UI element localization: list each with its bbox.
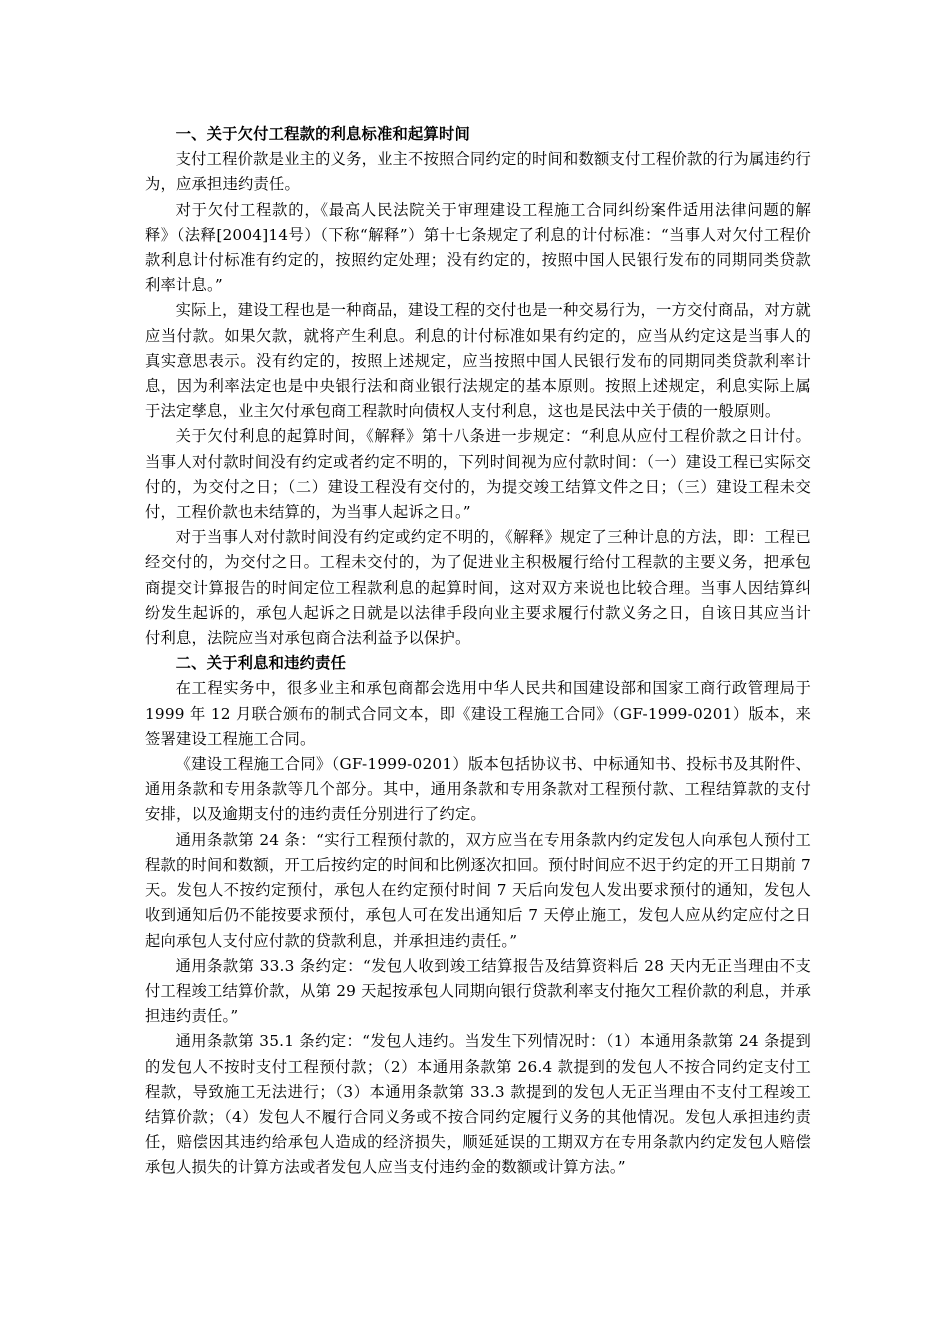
paragraph: 在工程实务中，很多业主和承包商都会选用中华人民共和国建设部和国家工商行政管理局于 1999 年 12 月联合颁布的制式合同文本，即《建设工程施工合同》（GF-1999-0201）版本，来签署建设工程施工合同。 bbox=[145, 679, 811, 748]
paragraph: 关于欠付利息的起算时间，《解释》第十八条进一步规定：“利息从应付工程价款之日计付。当事人对付款时间没有约定或者约定不明的，下列时间视为应付款时间：（一）建设工程已实际交付的，为交付之日；（二）建设工程没有交付的，为提交竣工结算文件之日；（三）建设工程未交付，工程价款也未结算的，为当事人起诉之日。” bbox=[145, 427, 811, 522]
paragraph: 通用条款第 35.1 条约定：“发包人违约。当发生下列情况时：（1）本通用条款第 24 条提到的发包人不按时支付工程预付款；（2）本通用条款第 26.4 款提到的发包人不按合同约定支付工程款，导致施工无法进行；（3）本通用条款第 33.3 款提到的发包人无正当理由不支付工程竣工结算价款；（4）发包人不履行合同义务或不按合同约定履行义务的其他情况。发包人承担违约责任，赔偿因其违约给承包人造成的经济损失，顺延延误的工期双方在专用条款内约定发包人赔偿承包人损失的计算方法或者发包人应当支付违约金的数额或计算方法。” bbox=[145, 1032, 811, 1177]
paragraph: 对于欠付工程款的，《最高人民法院关于审理建设工程施工合同纠纷案件适用法律问题的解释》（法释[2004]14号）（下称“解释”）第十七条规定了利息的计付标准：“当事人对欠付工程价款利息计付标准有约定的，按照约定处理；没有约定的，按照中国人民银行发布的同期同类贷款利率计息。” bbox=[145, 200, 811, 295]
section-heading-2: 二、关于利息和违约责任 bbox=[175, 654, 347, 673]
paragraph: 通用条款第 33.3 条约定：“发包人收到竣工结算报告及结算资料后 28 天内无正当理由不支付工程竣工结算价款，从第 29 天起按承包人同期向银行贷款利率支付拖欠工程价款的利息，并承担违约责任。” bbox=[145, 956, 811, 1026]
paragraph: 实际上，建设工程也是一种商品，建设工程的交付也是一种交易行为，一方交付商品，对方就应当付款。如果欠款，就将产生利息。利息的计付标准如果有约定的，应当从约定这是当事人的真实意思表示。没有约定的，按照上述规定，应当按照中国人民银行发布的同期同类贷款利率计息，因为利率法定也是中央银行法和商业银行法规定的基本原则。按照上述规定，利息实际上属于法定孳息，业主欠付承包商工程款时向债权人支付利息，这也是民法中关于债的一般原则。 bbox=[145, 301, 811, 421]
paragraph: 通用条款第 24 条：“实行工程预付款的，双方应当在专用条款内约定发包人向承包人预付工程款的时间和数额，开工后按约定的时间和比例逐次扣回。预付时间应不迟于约定的开工日期前 7 天。发包人不按约定预付，承包人在约定预付时间 7 天后向发包人发出要求预付的通知，发包人收到通知后仍不能按要求预付，承包人可在发出通知后 7 天停止施工，发包人应从约定应付之日起向承包人支付应付款的贷款利息，并承担违约责任。” bbox=[145, 830, 811, 950]
paragraph: 对于当事人对付款时间没有约定或约定不明的，《解释》规定了三种计息的方法，即：工程已经交付的，为交付之日。工程未交付的，为了促进业主积极履行给付工程款的主要义务，把承包商提交计算报告的时间定位工程款利息的起算时间，这对双方来说也比较合理。当事人因结算纠纷发生起诉的，承包人起诉之日就是以法律手段向业主要求履行付款义务之日，自该日其应当计付利息，法院应当对承包商合法利益予以保护。 bbox=[145, 528, 811, 648]
paragraph: 《建设工程施工合同》（GF-1999-0201）版本包括协议书、中标通知书、投标书及其附件、通用条款和专用条款等几个部分。其中，通用条款和专用条款对工程预付款、工程结算款的支付安排，以及逾期支付的违约责任分别进行了约定。 bbox=[145, 755, 811, 824]
document-body bbox=[145, 122, 811, 1181]
paragraph: 支付工程价款是业主的义务，业主不按照合同约定的时间和数额支付工程价款的行为属违约行为，应承担违约责任。 bbox=[145, 150, 811, 194]
section-heading-1: 一、关于欠付工程款的利息标准和起算时间 bbox=[175, 125, 471, 143]
